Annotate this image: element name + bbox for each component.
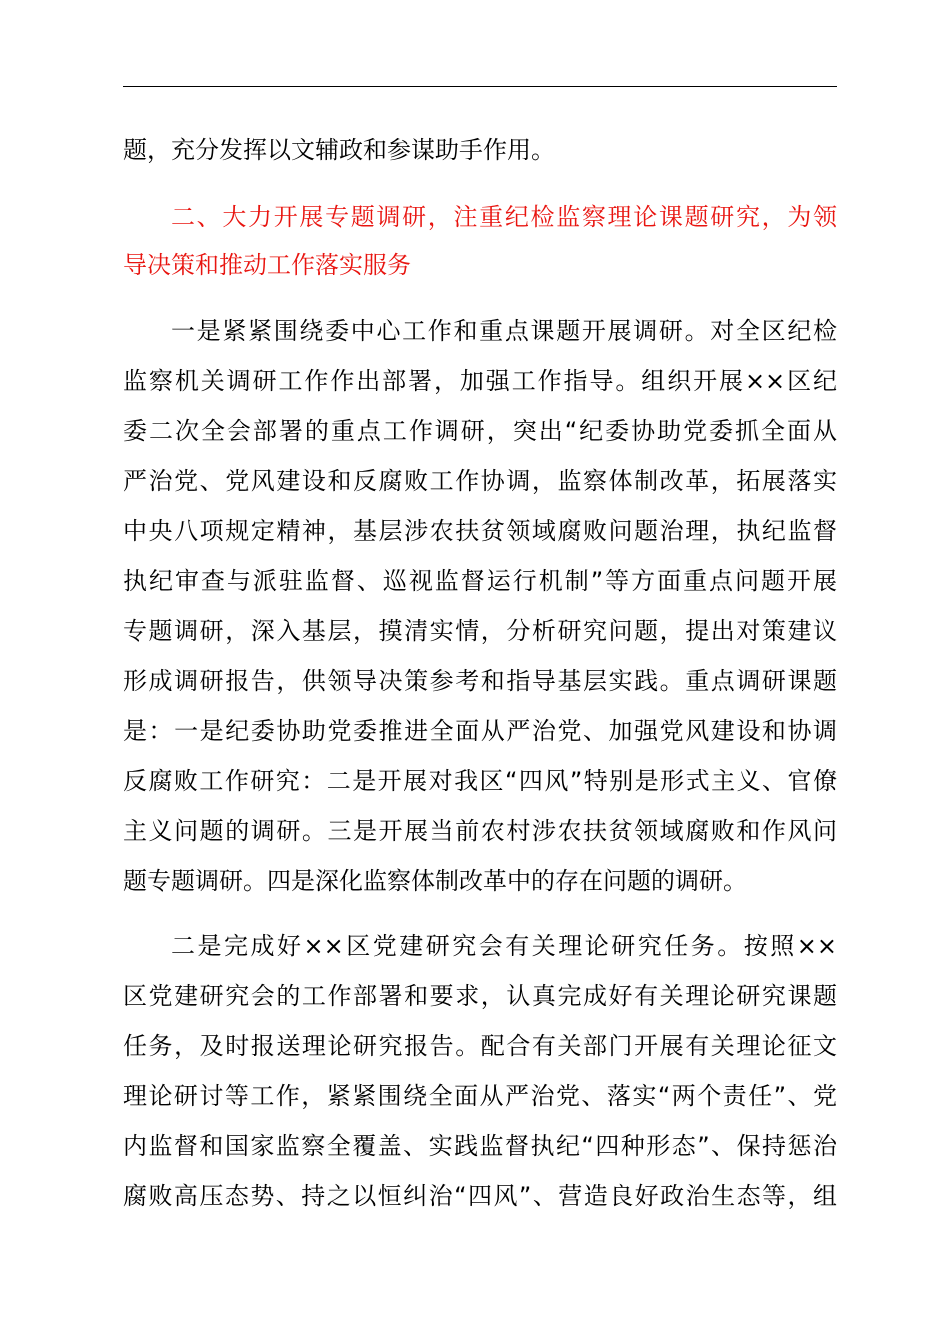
body-text-line: 任务，及时报送理论研究报告。配合有关部门开展有关理论征文	[123, 1032, 837, 1060]
body-text-line: 形成调研报告，供领导决策参考和指导基层实践。重点调研课题	[123, 667, 837, 695]
section-heading-line: 二、大力开展专题调研，注重纪检监察理论课题研究，为领	[171, 203, 837, 231]
body-text-line: 委二次全会部署的重点工作调研，突出“纪委协助党委抓全面从	[123, 417, 837, 445]
body-text-line: 一是紧紧围绕委中心工作和重点课题开展调研。对全区纪检	[171, 317, 837, 345]
body-text-line: 监察机关调研工作作出部署，加强工作指导。组织开展××区纪	[123, 367, 837, 395]
body-text-line: 严治党、党风建设和反腐败工作协调，监察体制改革，拓展落实	[123, 467, 837, 495]
body-text-line: 反腐败工作研究：二是开展对我区“四风”特别是形式主义、官僚	[123, 767, 837, 795]
body-text-line: 执纪审查与派驻监督、巡视监督运行机制”等方面重点问题开展	[123, 567, 837, 595]
body-text-line: 理论研讨等工作，紧紧围绕全面从严治党、落实“两个责任”、党	[123, 1082, 837, 1110]
body-text-line: 腐败高压态势、持之以恒纠治“四风”、营造良好政治生态等，组	[123, 1182, 837, 1210]
body-text-line: 是：一是纪委协助党委推进全面从严治党、加强党风建设和协调	[123, 717, 837, 745]
body-text-line: 中央八项规定精神，基层涉农扶贫领域腐败问题治理，执纪监督	[123, 517, 837, 545]
body-text-line: 题，充分发挥以文辅政和参谋助手作用。	[123, 136, 555, 164]
header-rule	[123, 86, 837, 87]
body-text-line: 专题调研，深入基层，摸清实情，分析研究问题，提出对策建议	[123, 617, 837, 645]
section-heading-line: 导决策和推动工作落实服务	[123, 251, 411, 279]
body-text-line: 主义问题的调研。三是开展当前农村涉农扶贫领域腐败和作风问	[123, 817, 837, 845]
body-text-line: 二是完成好××区党建研究会有关理论研究任务。按照××	[171, 932, 837, 960]
body-text-line: 内监督和国家监察全覆盖、实践监督执纪“四种形态”、保持惩治	[123, 1132, 837, 1160]
body-text-line: 区党建研究会的工作部署和要求，认真完成好有关理论研究课题	[123, 982, 837, 1010]
body-text-line: 题专题调研。四是深化监察体制改革中的存在问题的调研。	[123, 867, 747, 895]
